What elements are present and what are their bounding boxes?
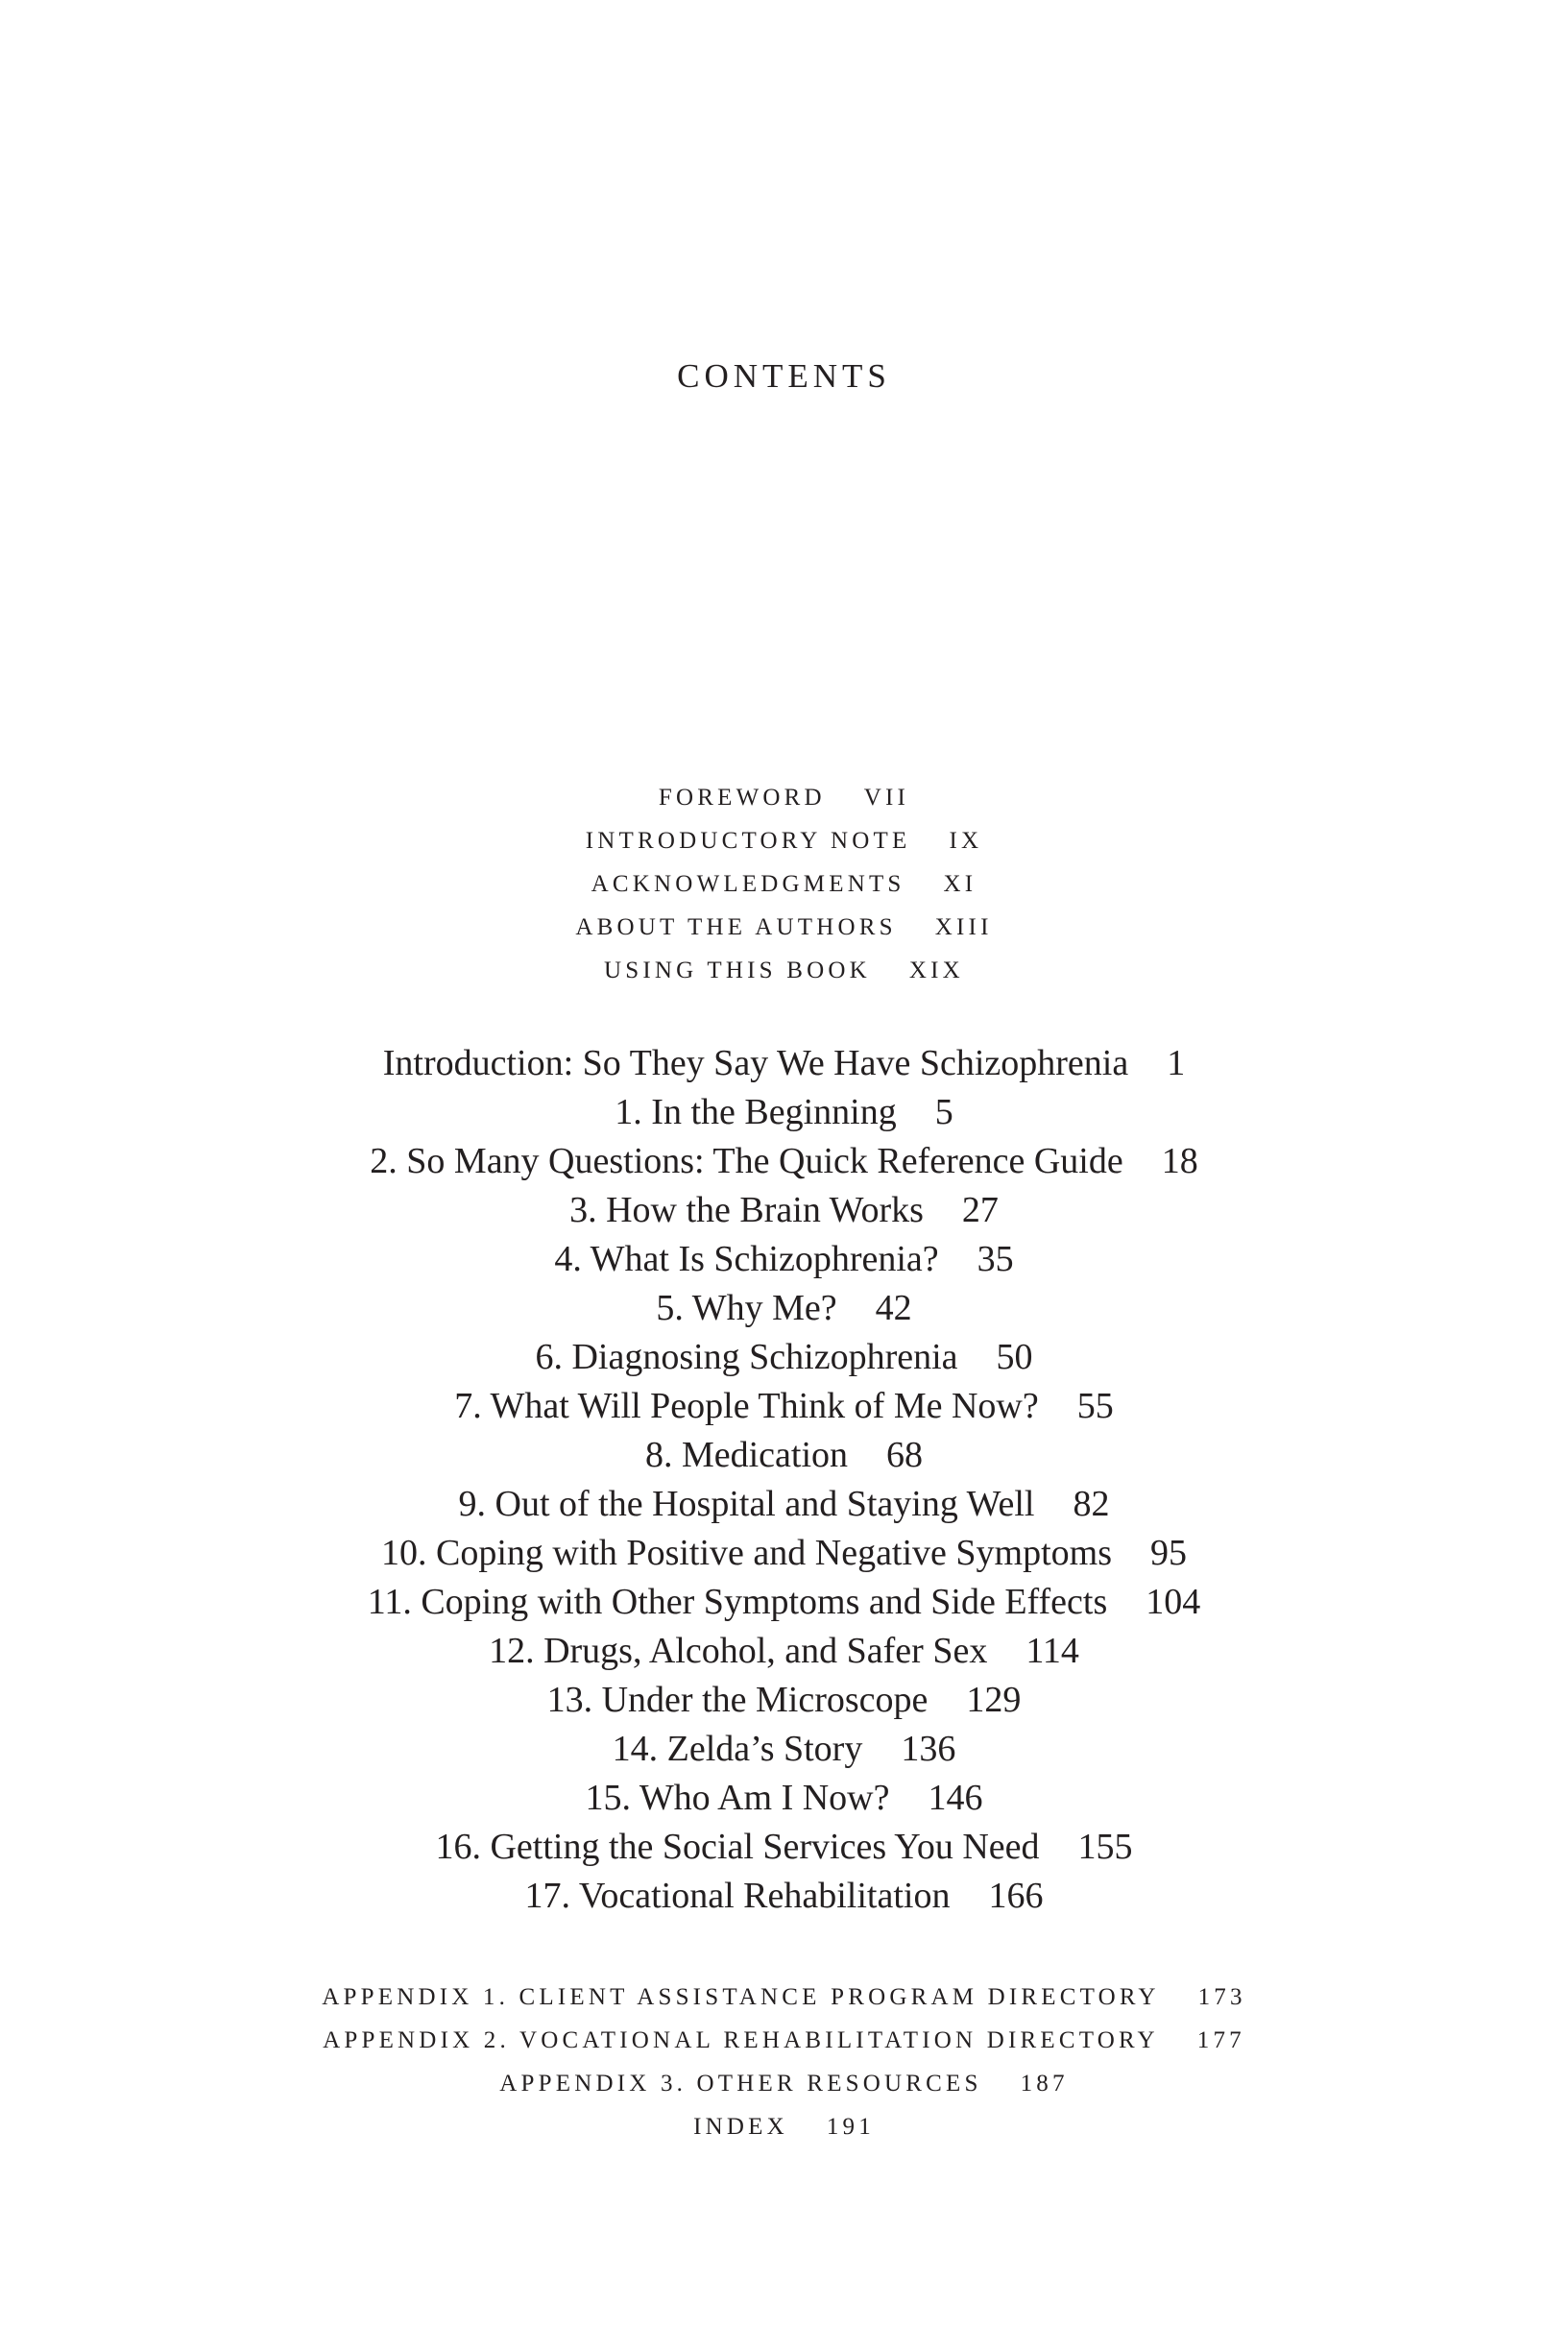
toc-entry-chapter-14[interactable] bbox=[0, 1725, 1568, 1774]
toc-entry-page: 82 bbox=[1073, 1484, 1110, 1524]
toc-entry-title: 12. Drugs, Alcohol, and Safer Sex bbox=[489, 1631, 988, 1671]
toc-entry-title: 10. Coping with Positive and Negative Symptoms bbox=[380, 1533, 1113, 1573]
toc-entry-chapter-2[interactable] bbox=[0, 1137, 1568, 1186]
toc-entry-page: 27 bbox=[961, 1190, 999, 1230]
toc-entry-title: 6. Diagnosing Schizophrenia bbox=[535, 1337, 958, 1377]
toc-entry-chapter-9[interactable] bbox=[0, 1480, 1568, 1529]
toc-entry-appendix-1[interactable] bbox=[0, 1976, 1568, 2019]
toc-entry-page: 114 bbox=[1025, 1631, 1079, 1671]
toc-entry-introductory-note[interactable] bbox=[0, 819, 1568, 862]
toc-entry-page: IX bbox=[949, 828, 983, 854]
toc-entry-page: 129 bbox=[966, 1680, 1022, 1720]
toc-entry-index[interactable] bbox=[0, 2105, 1568, 2148]
toc-entry-title: 15. Who Am I Now? bbox=[585, 1778, 890, 1818]
page-title: CONTENTS bbox=[677, 357, 891, 395]
front-matter-list bbox=[0, 776, 1568, 992]
toc-entry-title: 8. Medication bbox=[644, 1435, 849, 1475]
toc-entry-page: 166 bbox=[988, 1876, 1044, 1916]
toc-entry-about-the-authors[interactable] bbox=[0, 906, 1568, 949]
toc-entry-page: 50 bbox=[996, 1337, 1033, 1377]
toc-entry-page: 68 bbox=[886, 1435, 924, 1475]
toc-entry-chapter-10[interactable] bbox=[0, 1529, 1568, 1578]
toc-entry-title: 9. Out of the Hospital and Staying Well bbox=[458, 1484, 1035, 1524]
toc-entry-page: 1 bbox=[1167, 1043, 1186, 1083]
toc-entry-title: FOREWORD bbox=[658, 785, 826, 811]
toc-entry-introduction[interactable] bbox=[0, 1039, 1568, 1088]
toc-entry-title: 1. In the Beginning bbox=[615, 1092, 897, 1132]
toc-entry-page: 146 bbox=[928, 1778, 983, 1818]
toc-entry-title: Introduction: So They Say We Have Schizophrenia bbox=[382, 1043, 1129, 1083]
toc-entry-appendix-3[interactable] bbox=[0, 2062, 1568, 2105]
toc-entry-using-this-book[interactable] bbox=[0, 949, 1568, 992]
toc-entry-page: 55 bbox=[1076, 1386, 1114, 1426]
toc-entry-page: XIII bbox=[934, 914, 993, 940]
toc-entry-chapter-16[interactable] bbox=[0, 1823, 1568, 1872]
toc-entry-title: 7. What Will People Think of Me Now? bbox=[454, 1386, 1039, 1426]
toc-entry-chapter-3[interactable] bbox=[0, 1186, 1568, 1235]
toc-entry-page: 35 bbox=[977, 1239, 1014, 1279]
toc-entry-page: VII bbox=[863, 785, 910, 811]
toc-entry-page: XI bbox=[943, 871, 977, 897]
toc-entry-page: 187 bbox=[1020, 2071, 1069, 2097]
toc-entry-chapter-11[interactable] bbox=[0, 1578, 1568, 1627]
toc-entry-chapter-5[interactable] bbox=[0, 1284, 1568, 1333]
toc-entry-title: 16. Getting the Social Services You Need bbox=[435, 1827, 1040, 1867]
toc-entry-page: XIX bbox=[908, 958, 964, 983]
toc-entry-title: APPENDIX 2. VOCATIONAL REHABILITATION DIRECTORY bbox=[323, 2027, 1159, 2053]
toc-entry-chapter-6[interactable] bbox=[0, 1333, 1568, 1382]
toc-entry-title: 17. Vocational Rehabilitation bbox=[524, 1876, 951, 1916]
toc-entry-title: 14. Zelda’s Story bbox=[612, 1729, 863, 1769]
toc-entry-page: 177 bbox=[1196, 2027, 1245, 2053]
toc-entry-title: APPENDIX 1. CLIENT ASSISTANCE PROGRAM DIRECTORY bbox=[322, 1984, 1160, 2010]
toc-entry-title: 11. Coping with Other Symptoms and Side Effects bbox=[367, 1582, 1108, 1622]
toc-entry-title: 3. How the Brain Works bbox=[569, 1190, 924, 1230]
toc-entry-page: 136 bbox=[901, 1729, 956, 1769]
chapter-list bbox=[0, 1039, 1568, 1921]
toc-entry-title: APPENDIX 3. OTHER RESOURCES bbox=[499, 2071, 982, 2097]
toc-entry-chapter-12[interactable] bbox=[0, 1627, 1568, 1676]
toc-entry-page: 95 bbox=[1150, 1533, 1188, 1573]
toc-entry-page: 173 bbox=[1197, 1984, 1246, 2010]
toc-entry-foreword[interactable] bbox=[0, 776, 1568, 819]
toc-entry-page: 155 bbox=[1077, 1827, 1133, 1867]
toc-entry-chapter-7[interactable] bbox=[0, 1382, 1568, 1431]
toc-entry-chapter-8[interactable] bbox=[0, 1431, 1568, 1480]
toc-entry-chapter-13[interactable] bbox=[0, 1676, 1568, 1725]
toc-entry-page: 104 bbox=[1146, 1582, 1201, 1622]
toc-entry-page: 5 bbox=[934, 1092, 953, 1132]
toc-entry-chapter-17[interactable] bbox=[0, 1872, 1568, 1921]
toc-entry-title: 4. What Is Schizophrenia? bbox=[554, 1239, 939, 1279]
toc-entry-title: 13. Under the Microscope bbox=[546, 1680, 929, 1720]
toc-entry-title: ABOUT THE AUTHORS bbox=[575, 914, 897, 940]
toc-entry-chapter-15[interactable] bbox=[0, 1774, 1568, 1823]
toc-entry-title: 5. Why Me? bbox=[656, 1288, 837, 1328]
toc-entry-title: 2. So Many Questions: The Quick Reference Guide bbox=[370, 1141, 1123, 1181]
toc-entry-page: 18 bbox=[1161, 1141, 1198, 1181]
toc-entry-title: USING THIS BOOK bbox=[604, 958, 871, 983]
toc-entry-title: ACKNOWLEDGMENTS bbox=[591, 871, 905, 897]
toc-entry-chapter-4[interactable] bbox=[0, 1235, 1568, 1284]
toc-entry-page: 191 bbox=[826, 2114, 875, 2140]
toc-entry-chapter-1[interactable] bbox=[0, 1088, 1568, 1137]
toc-entry-title: INTRODUCTORY NOTE bbox=[585, 828, 911, 854]
toc-entry-acknowledgments[interactable] bbox=[0, 862, 1568, 906]
back-matter-list bbox=[0, 1976, 1568, 2148]
toc-entry-appendix-2[interactable] bbox=[0, 2019, 1568, 2062]
toc-entry-title: INDEX bbox=[693, 2114, 788, 2140]
toc-entry-page: 42 bbox=[875, 1288, 912, 1328]
